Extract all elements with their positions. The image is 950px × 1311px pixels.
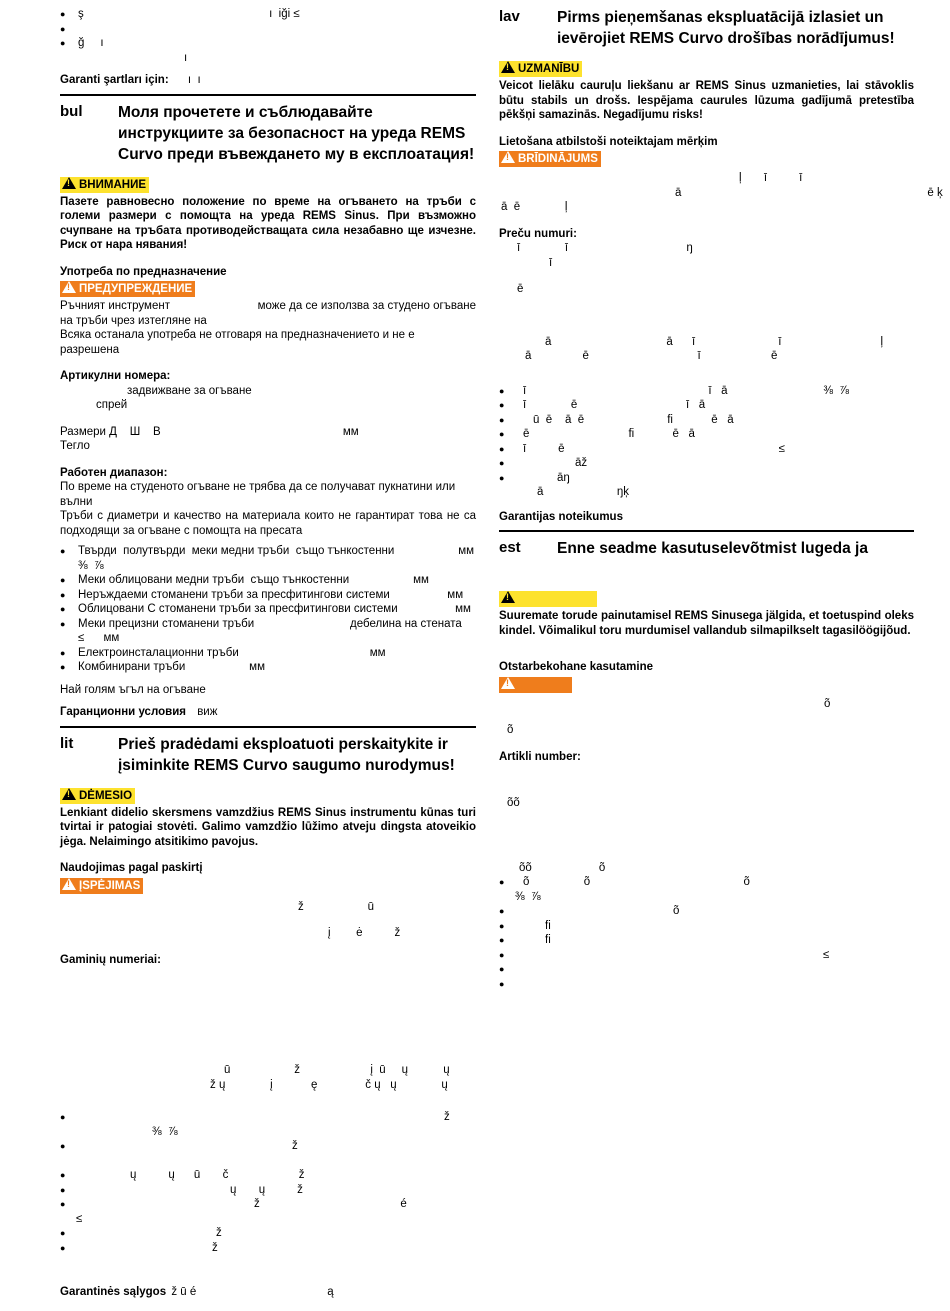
text-fragment: ā ā ī ī ļ	[545, 335, 884, 348]
text-fragment: ē	[517, 283, 524, 295]
list-item: ● ≤	[499, 948, 914, 963]
list-item-cont: ≤ мм	[78, 632, 120, 644]
text-fragment: ū ž į ū ų ų	[224, 1064, 450, 1076]
body-text: Всяка останала употреба не отговаря на предназначението и не е разрешена	[60, 329, 415, 356]
list-item-cont: ⅜ ⅞	[78, 559, 104, 572]
section-title: Prieš pradėdami eksploatuoti perskaitykite ir įsiminkite REMS Curvo saugumo nurodymus!	[118, 735, 455, 774]
list-item: ● Меки облицовани медни тръби също тънкостенни мм	[60, 573, 476, 588]
bullet-list	[60, 1110, 476, 1255]
caution-text: Suuremate torude painutamisel REMS Sinusega jälgida, et toetuspind oleks kindel. Võimalikul toru murdumisel vallandub silmapilkselt tagasilöögijõud.	[499, 610, 914, 637]
body-text: Най голям ъгъл на огъване	[60, 683, 206, 696]
list-item: ● ī ē ī ā	[499, 398, 914, 413]
text-fragment: ž ū é ą	[171, 1286, 334, 1298]
list-item: ● õ	[499, 904, 914, 919]
list-item: ● õ õ õ	[499, 875, 914, 890]
body-text: По време на студеното огъване не трябва да се получават пукнатини или вълни	[60, 481, 456, 508]
section-est	[499, 530, 914, 991]
list-item	[499, 962, 914, 977]
body-text: Ръчният инструмент може да се използва за студено огъване на тръби чрез изтегляне на	[60, 300, 480, 327]
subheading: Preču numuri:	[499, 227, 577, 240]
text-fragment: ž ū	[298, 900, 375, 913]
list-item: ● Меки прецизни стоманени тръби дебелина на стената	[60, 617, 476, 632]
text-fragment: ā ē ļ	[501, 201, 568, 213]
list-item: ● ų ų ū č ž	[60, 1168, 476, 1183]
bullet-list	[499, 384, 914, 500]
language-code: lav	[499, 8, 520, 25]
text-fragment: õ	[824, 697, 831, 710]
subheading: Gaminių numeriai:	[60, 953, 161, 966]
text-fragment: ā ē ī ē	[525, 350, 778, 362]
warning-triangle-icon	[62, 281, 76, 293]
warning-label: ĮSPĖJIMAS	[79, 879, 141, 892]
caution-badge	[60, 177, 149, 193]
text-fragment: ī ī ŋ	[517, 242, 693, 254]
list-item: ● āŋ	[499, 471, 914, 486]
section-title: Моля прочетете и съблюдавайте инструкциите за безопасност на уреда REMS Curvo преди въвеждането му в експлоатация!	[118, 103, 475, 163]
list-item: ● ž é	[60, 1197, 476, 1212]
warning-triangle-icon	[62, 878, 76, 890]
text-fragment: õ	[507, 724, 514, 736]
list-item	[499, 977, 914, 992]
body-text: Тегло	[60, 440, 90, 452]
language-code: bul	[60, 102, 83, 120]
list-item: ● ī ē ≤	[499, 442, 914, 457]
text-fragment: į ė ž	[328, 927, 401, 939]
warning-triangle-icon	[501, 151, 515, 163]
guarantee-label: Гаранционни условия	[60, 706, 186, 718]
text-fragment: ļ ī ī	[739, 172, 803, 184]
list-item: ● ž	[60, 1110, 476, 1125]
section-header	[499, 530, 914, 559]
list-item: ● Неръждаеми стоманени тръби за пресфитингови системи мм	[60, 588, 476, 603]
list-item: ● ū ē ā ē fi ē ā	[499, 413, 914, 428]
caution-text: Veicot lielāku cauruļu liekšanu ar REMS Sinus uzmanieties, lai stāvoklis būtu stabils un drošs. Iespējama caurules lūzuma gadījumā pretestība pēkšņi samazinās. Negadījumu risks!	[499, 80, 914, 121]
subheading: Работен диапазон:	[60, 466, 168, 479]
body-text: задвижване за огъване	[127, 384, 252, 397]
subheading: Otstarbekohane kasutamine	[499, 661, 654, 673]
body-text: Тръби с диаметри и качество на материала които не гарантират това не са подходящи за огъване с помощта на пресата	[60, 510, 476, 537]
bullet-list	[499, 875, 914, 991]
text-fragment: ī	[549, 256, 553, 269]
caution-text: Lenkiant didelio skersmens vamzdžius REMS Sinus instrumentu kūnas turi tvirtai ir patogiai stovėti. Galimo vamzdžio lūžimo atveju dingsta atoveikio jėga. Nelaimingo atsitikimo pavojus.	[60, 806, 476, 848]
language-code: lit	[60, 734, 74, 752]
list-item: ● ž	[60, 1139, 476, 1154]
tur-guarantee	[60, 73, 476, 88]
warning-triangle-icon	[501, 677, 515, 689]
guarantee-line	[60, 1285, 476, 1300]
list-item-cont: ⅜ ⅞	[515, 890, 541, 903]
warning-badge	[499, 677, 572, 693]
language-code: est	[499, 539, 521, 556]
section-header	[499, 1, 914, 49]
guarantee-line	[60, 705, 476, 720]
list-item: ● Твърди полутвърди меки медни тръби също тънкостенни мм	[60, 544, 476, 559]
list-item: ● ş ı iği ≤	[60, 7, 476, 22]
left-column	[60, 0, 480, 1300]
section-lav	[499, 0, 943, 524]
guarantee-label: Garanti şartları için:	[60, 74, 169, 86]
section-header	[60, 726, 476, 776]
warning-badge	[60, 878, 143, 894]
warning-triangle-icon	[62, 177, 76, 189]
caution-label: DĖMESIO	[79, 789, 133, 802]
caution-label: UZMANĪBU	[518, 63, 580, 75]
bullet-list	[60, 544, 476, 675]
text-fragment: ā ŋķ	[537, 486, 630, 498]
list-item-cont: ⅜ ⅞	[152, 1125, 178, 1138]
list-item: ● ž	[60, 1226, 476, 1241]
list-item: ● ų ų ž	[60, 1183, 476, 1198]
right-column	[499, 0, 943, 991]
caution-badge	[499, 61, 582, 77]
caution-label: ВНИМАНИЕ	[79, 178, 147, 191]
guarantee-label: Garantijas noteikumus	[499, 510, 623, 523]
guarantee-label: Garantinės sąlygos	[60, 1286, 167, 1298]
warning-triangle-icon	[501, 591, 515, 603]
list-item: ● Комбинирани тръби мм	[60, 660, 476, 675]
section-bul	[60, 94, 480, 720]
list-item: ● fi	[499, 933, 914, 948]
subheading: Artikli number:	[499, 750, 581, 763]
text-fragment: ı	[184, 51, 188, 64]
tur-fragment	[60, 0, 476, 88]
warning-badge	[60, 281, 195, 297]
list-item: ● ž	[60, 1241, 476, 1256]
list-item: ● ē fi ē ā	[499, 427, 914, 442]
section-lit	[60, 726, 476, 1300]
list-item: ● fi	[499, 919, 914, 934]
list-item-cont: ≤	[76, 1212, 83, 1225]
warning-badge	[499, 151, 601, 167]
text-fragment: виж	[197, 706, 218, 718]
text-fragment: ı ı	[187, 74, 201, 86]
text-fragment: õõ	[507, 797, 520, 809]
list-item	[60, 22, 476, 37]
caution-badge	[60, 788, 135, 804]
list-item: ● āž	[499, 456, 914, 471]
subheading: Naudojimas pagal paskirtį	[60, 862, 203, 874]
text-fragment: ž ų į ę č ų ų ų	[210, 1078, 448, 1091]
list-item: ● ğ ı	[60, 36, 476, 51]
body-text: Размери Д Ш В мм	[60, 425, 359, 438]
list-item: ● ī ī ā ⅜ ⅞	[499, 384, 914, 399]
text-fragment: ā ē ķ	[675, 186, 943, 199]
section-header	[60, 94, 476, 165]
list-item: ● Облицовани С стоманени тръби за пресфитингови системи мм	[60, 602, 476, 617]
caution-text: Пазете равновесно положение по време на огъването на тръби с големи размери с помощта на уреда REMS Sinus. При възможно счупване на тръбата противодействащата сила незабавно ще изчезне. Риск от нара нявания!	[60, 195, 476, 251]
subheading: Употреба по предназначение	[60, 265, 227, 278]
warning-label: BRĪDINĀJUMS	[518, 153, 598, 165]
warning-triangle-icon	[501, 61, 515, 73]
body-text: спрей	[96, 399, 128, 411]
subheading: Артикулни номера:	[60, 370, 171, 382]
warning-label: ПРЕДУПРЕЖДЕНИЕ	[79, 283, 193, 295]
warning-triangle-icon	[62, 788, 76, 800]
caution-badge	[499, 591, 597, 607]
list-item: ● Електроинсталационни тръби мм	[60, 646, 476, 661]
section-title: Enne seadme kasutuselevõtmist lugeda ja	[557, 540, 868, 557]
section-title: Pirms pieņemšanas ekspluatācijā izlasiet un ievērojiet REMS Curvo drošības norādījumus!	[557, 9, 895, 47]
spacer	[60, 1154, 476, 1169]
text-fragment: õõ õ	[519, 861, 606, 874]
subheading: Lietošana atbilstoši noteiktajam mērķim	[499, 135, 718, 148]
